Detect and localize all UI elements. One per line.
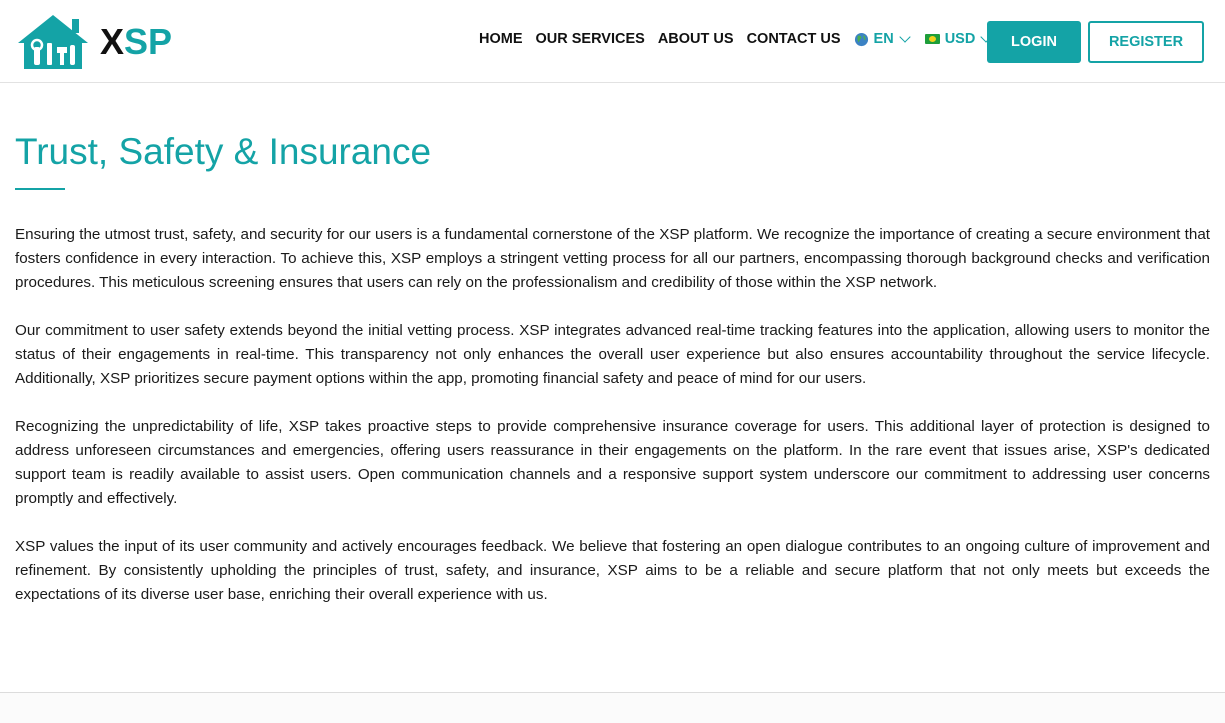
login-button[interactable]: LOGIN: [987, 21, 1081, 63]
paragraph: Our commitment to user safety extends beyond the initial vetting process. XSP integrates advanced real-time tracking features into the application, allowing users to monitor the status of their engagements in real-time. This transparency not only enhances the overall user experience but also ensures accountability throughout the service lifecycle. Additionally, XSP prioritizes secure payment options within the app, promoting financial safety and peace of mind for our users.: [15, 322, 1210, 387]
paragraph: Recognizing the unpredictability of life, XSP takes proactive steps to provide comprehensive insurance coverage for users. This additional layer of protection is designed to address unforeseen circumstances and emergencies, offering users reassurance in their engagements on the platform. In the rare event that issues arise, XSP's dedicated support team is readily available to assist users. Open communication channels and a responsive support system underscore our commitment to addressing user concerns promptly and effectively.: [15, 418, 1210, 507]
logo[interactable]: [14, 12, 172, 72]
language-selector[interactable]: [854, 31, 909, 47]
paragraph: XSP values the input of its user community and actively encourages feedback. We believe that fostering an open dialogue contributes to an ongoing culture of improvement and refinement. By consistently upholding the principles of trust, safety, and insurance, XSP aims to be a reliable and secure platform that not only meets but exceeds the expectations of its diverse user base, enriching their overall experience with us.: [15, 538, 1210, 603]
register-button[interactable]: REGISTER: [1088, 21, 1204, 63]
house-tools-logo-icon: [14, 13, 92, 71]
title-underline: [15, 188, 65, 190]
site-header: [0, 0, 1225, 83]
language-value: EN: [873, 31, 894, 47]
currency-selector[interactable]: [925, 31, 991, 47]
chevron-down-icon: [899, 31, 910, 42]
nav-about-us[interactable]: ABOUT US: [657, 31, 734, 47]
content: [15, 128, 1210, 631]
nav-contact-us[interactable]: CONTACT US: [746, 31, 841, 47]
nav-our-services[interactable]: OUR SERVICES: [535, 31, 645, 47]
currency-value: USD: [944, 31, 976, 47]
footer-divider: [0, 692, 1225, 723]
paragraph: Ensuring the utmost trust, safety, and security for our users is a fundamental cornerstone of the XSP platform. We recognize the importance of creating a secure environment that fosters confidence in every interaction. To achieve this, XSP employs a stringent vetting process for all our partners, encompassing thorough background checks and verification procedures. This meticulous screening ensures that users can rely on the professionalism and credibility of those within the XSP network.: [15, 226, 1210, 291]
main-nav: [479, 31, 990, 47]
flag-icon: [925, 34, 940, 44]
nav-home[interactable]: HOME: [479, 31, 523, 47]
page-title: Trust, Safety & Insurance: [15, 131, 432, 172]
globe-icon: [854, 32, 869, 47]
logo-wordmark: XSP: [100, 21, 173, 62]
